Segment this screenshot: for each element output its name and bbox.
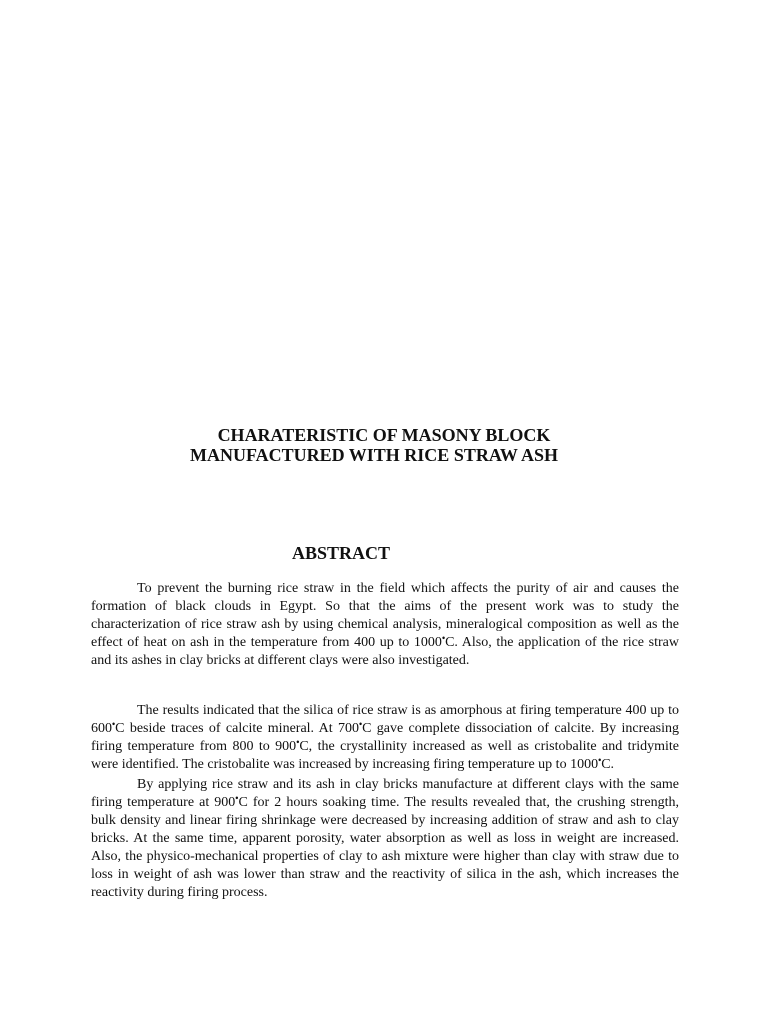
paragraph-text: To prevent the burning rice straw in the field which affects the purity of air and causes the formation of black clouds in Egypt. So that the aims of the present work was to study the characterization of rice straw ash by using chemical analysis, mineralogical composition as well as the effect of heat on ash in the temperature from 400 up to 1000 — [91, 581, 679, 650]
degree-symbol: • — [441, 633, 446, 643]
abstract-paragraph-3 — [91, 776, 679, 902]
paragraph-text: C, the crystallinity increased as well as cristobalite and tridymite were identified. The cristobalite was increased by increasing firing temperature up to 1000 — [91, 739, 679, 772]
document-title-line-1: CHARATERISTIC OF MASONY BLOCK — [217, 425, 551, 445]
degree-symbol: • — [358, 719, 363, 729]
abstract-paragraph-2 — [91, 702, 679, 774]
paragraph-text: C. — [601, 757, 615, 772]
document-title-line-2: MANUFACTURED WITH RICE STRAW ASH — [189, 445, 559, 465]
degree-symbol: • — [235, 793, 239, 803]
abstract-heading: ABSTRACT — [292, 543, 391, 563]
paragraph-text: By applying rice straw and its ash in clay bricks manufacture at different clays with the same firing temperature at 900 — [91, 777, 679, 810]
degree-symbol: • — [296, 737, 300, 747]
degree-symbol: • — [598, 755, 602, 765]
degree-symbol: • — [112, 719, 116, 729]
paragraph-text: C. Also, the application of the rice straw and its ashes in clay bricks at different clays were also investigated. — [91, 635, 679, 668]
abstract-paragraph-1 — [91, 580, 679, 670]
paragraph-text: C gave complete dissociation of calcite. By increasing firing temperature from 800 to 900 — [91, 721, 679, 754]
paragraph-text: The results indicated that the silica of rice straw is as amorphous at firing temperature 400 up to 600 — [91, 703, 679, 736]
paragraph-text: C beside traces of calcite mineral. At 700 — [115, 721, 359, 736]
paragraph-text: C for 2 hours soaking time. The results revealed that, the crushing strength, bulk density and linear firing shrinkage were decreased by increasing addition of straw and ash to clay bricks. At the same time, apparent porosity, water absorption as well as loss in weight are increased. Also, the physico-mechanical properties of clay to ash mixture were higher than clay with straw due to loss in weight of ash was lower than straw and the reactivity of silica in the ash, which increases the reactivity during firing process. — [91, 795, 679, 900]
